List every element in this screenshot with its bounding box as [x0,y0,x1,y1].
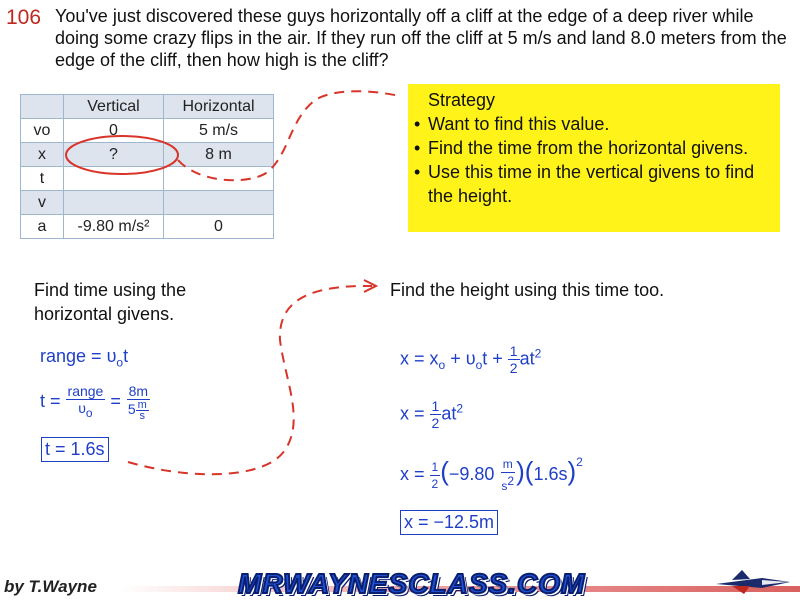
result-time: t = 1.6s [41,437,109,462]
row-label: t [21,167,64,191]
step1-heading: Find time using the horizontal givens. [34,280,187,324]
strategy-box [408,84,780,232]
eq-lhs: range [40,346,87,366]
den-sub: o [85,405,93,420]
question-text: You've just discovered these guys horizontally off a cliff at the edge of a deep river while doing some crazy flips in the air. If they run off the cliff at 5 m/s and land 8.0 meters from the edge of the cliff, then how high is the cliff? [55,6,787,70]
cell-horizontal: 8 m [164,143,274,167]
table-header-horizontal: Horizontal [164,95,274,119]
unit-num: m [137,399,147,411]
list-item: • Want to find this value. [428,112,778,136]
author-credit: by T.Wayne [4,577,97,596]
strategy-list [408,112,778,208]
cell-vertical: ? [64,143,164,167]
eq-lhs: t [40,390,46,411]
equation-time: t = $\frac{\text{range}}{\upsilon_o}$ = 8m 5 $\frac{m}{s}$ [40,383,151,421]
equation-kinematics: $x = x_o + \upsilon_ot$ + $\frac{1}{2}$ $at^2$ [400,343,542,376]
frac-denominator [76,400,94,421]
den-value: 5 [127,401,136,418]
cell-vertical: -9.80 m/s² [64,215,164,239]
fraction-values [126,383,151,421]
frac-denominator [126,400,151,421]
unit-fraction [136,400,149,421]
cell-vertical: 0 [64,119,164,143]
site-logo: MRWAYNESCLASS.COM [238,568,586,599]
step2-heading: Find the height using this time too. [390,280,665,300]
connector-arrow-strategy [178,91,400,180]
equation-simplified: x = $\frac{1}{2}$ $at^2$ [400,398,464,431]
cell-horizontal: 0 [164,215,274,239]
highlight-ellipse [66,136,178,174]
row-label: x [21,143,64,167]
result-height: x = −12.5m [400,510,498,535]
unit-den: s [139,410,145,422]
row-label: vo [21,119,64,143]
eq-velocity: υ [106,346,117,366]
den-symbol: υ [78,400,86,417]
row-label: a [21,215,64,239]
fraction-range-velocity [66,383,106,421]
list-item: • Find the time from the horizontal givens. [428,136,778,160]
row-label: v [21,191,64,215]
equation-range: range = $\upsilon_ot$ [40,346,129,370]
list-item: • Use this time in the vertical givens to find the height. [428,160,778,208]
strategy-title: Strategy [428,90,496,110]
rocket-icon [712,566,796,596]
cell-horizontal: 5 m/s [164,119,274,143]
frac-numerator: 8m [128,383,149,399]
eq-tail: t [123,346,129,366]
table-header-vertical: Vertical [64,95,164,119]
equation-substituted: x = $\frac{1}{2}$ (−9.80 $\frac{m}{s^2}$ )$(1.6s)^2$ [400,455,583,494]
eq-sub: o [116,355,124,370]
problem-number: 106 [6,6,42,29]
frac-numerator: range [67,383,104,400]
